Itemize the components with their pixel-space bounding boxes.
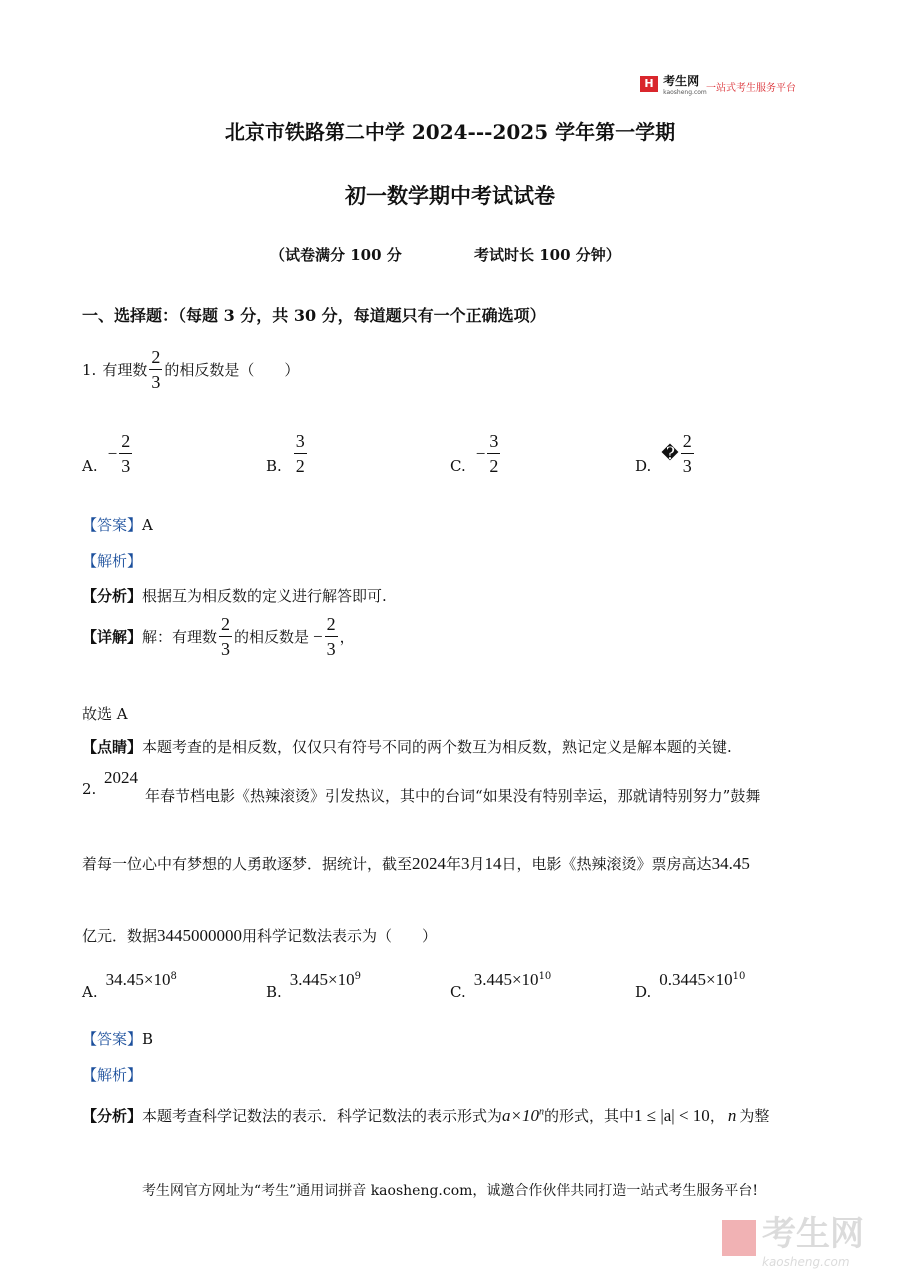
fenxi-n: n	[727, 1106, 737, 1125]
q2-line2-value: 34.45	[711, 854, 750, 873]
q2-line2-month-unit: 月	[469, 855, 485, 873]
option-fraction	[294, 432, 307, 475]
xiangjie-text1: 解：有理数	[142, 628, 218, 646]
q2-option-c[interactable]	[450, 970, 552, 1001]
option-base: 0.3445×10	[659, 970, 733, 989]
xiangjie-label: 【详解】	[82, 628, 143, 646]
frac-num: 2	[121, 431, 131, 451]
dianjing-label: 【点睛】	[82, 738, 143, 756]
option-label: D.	[635, 456, 652, 475]
q1-number: 1.	[82, 360, 97, 379]
fraction-bar	[294, 453, 307, 454]
fenxi-label: 【分析】	[82, 587, 143, 605]
q2-line2-text2: 日，电影《热辣滚烫》票房高达	[501, 855, 712, 873]
q1-fenxi	[82, 585, 387, 606]
answer-value: B	[142, 1030, 154, 1048]
q2-fenxi	[82, 1105, 769, 1126]
q2-line1: 年春节档电影《热辣滚烫》引发热议，其中的台词“如果没有特别幸运，那就请特别努力”鼓舞	[145, 787, 761, 805]
frac-den: 3	[326, 639, 336, 659]
q2-line2	[82, 853, 750, 874]
watermark-logo-icon	[722, 1220, 756, 1256]
option-label: D.	[635, 983, 652, 1001]
q2-year: 2024	[104, 768, 138, 787]
fenxi-formula	[502, 1106, 544, 1126]
option-base: 3.445×10	[289, 970, 355, 989]
q1-fraction	[149, 348, 162, 391]
frac-den: 2	[295, 456, 305, 476]
fenxi-text4: 为整	[739, 1107, 770, 1125]
option-base: 34.45×10	[105, 970, 171, 989]
q2-line3-text: 亿元．数据	[82, 927, 158, 945]
formula-base: a×10	[502, 1106, 540, 1125]
formula-exp: n	[539, 1106, 545, 1118]
q1-xiangjie	[82, 615, 355, 658]
answer-value: A	[142, 516, 153, 534]
q2-line3-number: 3445000000	[157, 926, 243, 945]
frac-num: 3	[489, 431, 499, 451]
xiangjie-text2: 的相反数是	[234, 628, 310, 646]
option-label: B.	[266, 456, 282, 475]
option-sign: −	[475, 443, 486, 463]
q1-option-d[interactable]	[635, 432, 696, 475]
watermark-name: 考生网	[762, 1214, 864, 1254]
frac-num: 2	[682, 431, 692, 451]
q1-conclusion: 故选 A	[82, 705, 128, 723]
fenxi-text2: 的形式，其中	[544, 1107, 635, 1125]
option-exp: 8	[170, 971, 177, 982]
q2-line3-text2: 用科学记数法表示为（ ）	[242, 927, 438, 945]
q2-line2-year: 2024	[412, 854, 447, 873]
option-base: 3.445×10	[473, 970, 539, 989]
q2-option-a[interactable]	[82, 970, 177, 1001]
q1-answer	[82, 514, 153, 535]
option-fraction	[119, 432, 132, 475]
fraction-bar	[219, 636, 232, 637]
xiangjie-fraction	[219, 615, 232, 658]
q2-number: 2.	[82, 780, 97, 798]
fraction-bar	[119, 453, 132, 454]
kaosheng-logo-icon: H	[640, 76, 658, 92]
q1-analysis-label: 【解析】	[82, 552, 143, 570]
q1-frac-num: 2	[151, 347, 161, 367]
fenxi-text1: 本题考查科学记数法的表示．科学记数法的表示形式为	[142, 1107, 503, 1125]
frac-num: 2	[326, 614, 336, 634]
option-label: A.	[82, 983, 98, 1001]
q2-line2-text: 着每一位心中有梦想的人勇敢逐梦．据统计，截至	[82, 855, 413, 873]
fraction-bar	[681, 453, 694, 454]
fenxi-text3: ，	[709, 1107, 725, 1125]
frac-den: 2	[489, 456, 499, 476]
option-fraction	[681, 432, 694, 475]
option-exp: 10	[732, 971, 746, 982]
q1-option-a[interactable]	[82, 432, 134, 475]
fraction-bar	[487, 453, 500, 454]
q2-analysis-label: 【解析】	[82, 1066, 143, 1084]
section1-heading: 一、选择题：（每题 3 分，共 30 分，每道题只有一个正确选项）	[82, 306, 546, 325]
info-time: 考试时长 100 分钟）	[474, 246, 621, 264]
option-sign: �	[661, 443, 679, 463]
q2-option-b[interactable]	[266, 970, 362, 1001]
frac-den: 3	[221, 639, 231, 659]
option-label: C.	[450, 983, 466, 1001]
logo-domain: kaosheng.com	[663, 89, 707, 96]
q1-option-b[interactable]	[266, 432, 309, 475]
answer-label: 【答案】	[82, 1030, 143, 1048]
option-exp: 9	[354, 971, 362, 982]
q2-line3	[82, 925, 437, 946]
option-sign: −	[107, 443, 118, 463]
option-fraction	[487, 432, 500, 475]
q1-option-c[interactable]	[450, 432, 502, 475]
q1-text-before: 有理数	[102, 361, 148, 379]
q1-dianjing	[82, 736, 732, 757]
q2-answer	[82, 1028, 153, 1049]
fenxi-range: 1 ≤ |a| < 10	[634, 1106, 710, 1125]
info-score: （试卷满分 100 分	[270, 246, 402, 264]
q2-line2-month: 3	[461, 854, 470, 873]
q1-stem	[82, 348, 299, 391]
option-label: B.	[266, 983, 282, 1001]
header-logo	[640, 72, 707, 96]
fraction-bar	[325, 636, 338, 637]
fraction-bar	[149, 369, 162, 370]
q2-line2-year-unit: 年	[446, 855, 462, 873]
title-line2: 初一数学期中考试试卷	[345, 183, 555, 208]
option-label: C.	[450, 456, 466, 475]
frac-den: 3	[121, 456, 131, 476]
watermark-domain: kaosheng.com	[762, 1255, 850, 1269]
fenxi-text: 根据互为相反数的定义进行解答即可.	[142, 587, 387, 605]
watermark	[722, 1206, 864, 1269]
xiangjie-sign: −	[313, 626, 323, 646]
frac-den: 3	[682, 456, 692, 476]
q2-line2-day: 14	[484, 854, 502, 873]
q1-text-after: 的相反数是（ ）	[164, 361, 300, 379]
fenxi-label: 【分析】	[82, 1107, 143, 1125]
dianjing-text: 本题考查的是相反数，仅仅只有符号不同的两个数互为相反数，熟记定义是解本题的关键.	[142, 738, 732, 756]
option-label: A.	[82, 456, 98, 475]
footer-text: 考生网官方网址为“考生”通用词拼音 kaosheng.com，诚邀合作伙伴共同打造一站式考生服务平台!	[141, 1183, 759, 1199]
q2-option-d[interactable]	[635, 970, 746, 1001]
logo-name: 考生网	[663, 74, 700, 88]
title-line1: 北京市铁路第二中学 2024---2025 学年第一学期	[224, 120, 676, 144]
xiangjie-fraction2	[325, 615, 338, 658]
answer-label: 【答案】	[82, 516, 143, 534]
frac-num: 3	[295, 431, 305, 451]
xiangjie-end: ，	[339, 628, 355, 646]
q1-frac-den: 3	[151, 372, 161, 392]
header-slogan: 一站式考生服务平台	[706, 83, 796, 94]
option-exp: 10	[538, 971, 552, 982]
frac-num: 2	[221, 614, 231, 634]
